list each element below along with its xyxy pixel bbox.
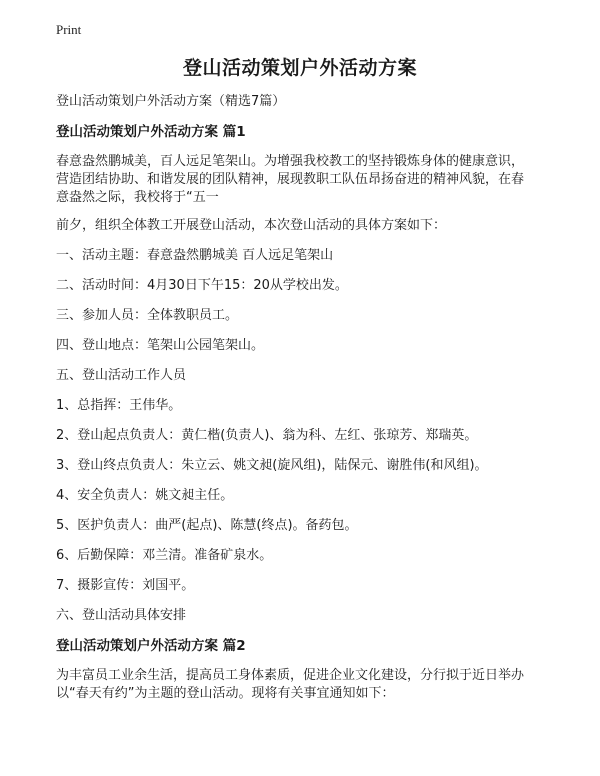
print-label: Print	[56, 22, 82, 37]
section2-intro-paragraph	[56, 667, 556, 703]
list-item: 四、登山地点：笔架山公园笔架山。	[56, 338, 265, 353]
section1-intro-paragraph	[56, 153, 556, 207]
paragraph-line: 意盎然之际，我校将于“五一	[56, 190, 219, 205]
paragraph-line: 以“春天有约”为主题的登山活动。现将有关事宜通知如下：	[56, 686, 395, 701]
list-item: 6、后勤保障：邓兰清。准备矿泉水。	[56, 548, 273, 563]
paragraph-line: 为丰富员工业余生活，提高员工身体素质，促进企业文化建设，分行拟于近日举办	[56, 668, 525, 683]
list-item: 3、登山终点负责人：朱立云、姚文昶(旋风组)，陆保元、谢胜伟(和风组)。	[56, 458, 488, 473]
section-heading-1: 登山活动策划户外活动方案 篇1	[56, 124, 246, 140]
document-title: 登山活动策划户外活动方案	[182, 57, 417, 79]
paragraph-line: 前夕，组织全体教工开展登山活动，本次登山活动的具体方案如下：	[56, 218, 447, 233]
list-item: 六、登山活动具体安排	[56, 608, 187, 623]
list-item: 5、医护负责人：曲严(起点)、陈慧(终点)。备药包。	[56, 518, 358, 533]
list-item: 三、参加人员：全体教职员工。	[56, 308, 239, 323]
list-item: 1、总指挥：王伟华。	[56, 398, 182, 413]
list-item: 7、摄影宣传：刘国平。	[56, 578, 195, 593]
list-item: 4、安全负责人：姚文昶主任。	[56, 488, 234, 503]
document-body	[56, 93, 556, 713]
paragraph-line: 营造团结协助、和谐发展的团队精神，展现教职工队伍昂扬奋进的精神风貌，在春	[56, 172, 525, 187]
section-heading-2: 登山活动策划户外活动方案 篇2	[56, 638, 246, 654]
paragraph-line: 春意盎然鹏城美，百人远足笔架山。为增强我校教工的坚持锻炼身体的健康意识，	[56, 154, 525, 169]
list-item: 五、登山活动工作人员	[56, 368, 187, 383]
list-item: 2、登山起点负责人：黄仁楷(负责人)、翁为科、左红、张琼芳、郑瑞英。	[56, 428, 478, 443]
document-subtitle: 登山活动策划户外活动方案（精选7篇）	[56, 94, 286, 109]
list-item: 一、活动主题：春意盎然鹏城美 百人远足笔架山	[56, 248, 334, 263]
list-item: 二、活动时间：4月30日下午15：20从学校出发。	[56, 278, 348, 293]
